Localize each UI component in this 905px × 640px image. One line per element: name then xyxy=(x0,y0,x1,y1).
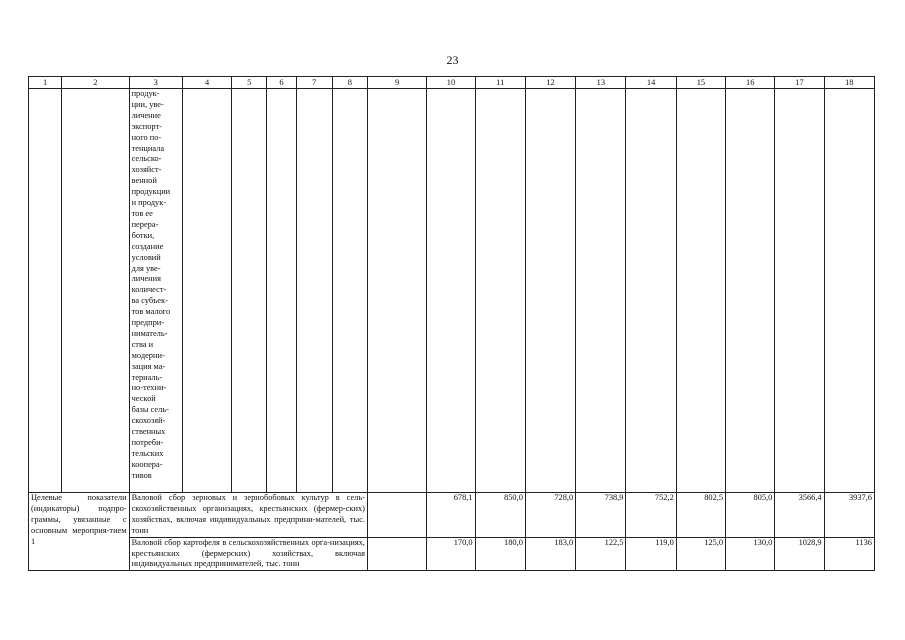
indicator-value: 850,0 xyxy=(475,493,525,538)
indicator-value: 728,0 xyxy=(525,493,575,538)
column-number: 6 xyxy=(267,77,296,89)
column-number: 4 xyxy=(182,77,231,89)
table-cell xyxy=(29,89,62,493)
column-number: 9 xyxy=(367,77,426,89)
indicator-value: 1136 xyxy=(824,537,874,571)
column-number-row xyxy=(29,77,875,89)
indicator-value: 738,9 xyxy=(576,493,626,538)
column-number: 10 xyxy=(427,77,475,89)
column-number: 14 xyxy=(626,77,676,89)
indicator-value: 119,0 xyxy=(626,537,676,571)
table-cell xyxy=(824,89,874,493)
indicator-value: 130,0 xyxy=(726,537,775,571)
indicator-value: 802,5 xyxy=(676,493,725,538)
table-cell xyxy=(232,89,267,493)
indicator-name: Валовой сбор картофеля в сельскохозяйственных орга-низациях, крестьянских (фермерских) хозяйствах, включая индивидуальных предпринимателей, тыс. тонн xyxy=(129,537,367,571)
column-number: 7 xyxy=(296,77,332,89)
table-cell xyxy=(367,89,426,493)
indicator-value: 678,1 xyxy=(427,493,475,538)
table-cell xyxy=(726,89,775,493)
column-number: 16 xyxy=(726,77,775,89)
table-cell xyxy=(367,493,426,538)
column-number: 8 xyxy=(332,77,367,89)
indicator-row xyxy=(29,493,875,538)
indicator-value: 3937,6 xyxy=(824,493,874,538)
column-number: 18 xyxy=(824,77,874,89)
indicator-value: 170,0 xyxy=(427,537,475,571)
table-cell xyxy=(182,89,231,493)
indicator-value: 125,0 xyxy=(676,537,725,571)
column-number: 3 xyxy=(129,77,182,89)
column-number: 12 xyxy=(525,77,575,89)
indicator-name: Валовой сбор зерновых и зернобобовых культур в сель-скохозяйственных организациях, крестьянских (фермер-ских) хозяйствах, включая индивидуальных предприни-мателей, тыс. тонн xyxy=(129,493,367,538)
column-number: 11 xyxy=(475,77,525,89)
table-cell xyxy=(427,89,475,493)
indicator-value: 180,0 xyxy=(475,537,525,571)
column-number: 5 xyxy=(232,77,267,89)
table-cell xyxy=(775,89,824,493)
table-cell xyxy=(576,89,626,493)
column-number: 1 xyxy=(29,77,62,89)
page-number: 23 xyxy=(446,53,459,67)
table-cell xyxy=(332,89,367,493)
table-cell xyxy=(367,537,426,571)
table-cell xyxy=(267,89,296,493)
table-cell xyxy=(475,89,525,493)
indicators-label: Целевые показатели (индикаторы) подпро-граммы, увязанные с основным мероприя-тием 1 xyxy=(29,493,130,571)
table-cell xyxy=(62,89,129,493)
column-number: 15 xyxy=(676,77,725,89)
table-cell xyxy=(626,89,676,493)
indicator-row xyxy=(29,537,875,571)
indicator-value: 3566,4 xyxy=(775,493,824,538)
continued-measure-row xyxy=(29,89,875,493)
indicator-value: 183,0 xyxy=(525,537,575,571)
column-number: 2 xyxy=(62,77,129,89)
table-cell xyxy=(676,89,725,493)
indicator-value: 805,0 xyxy=(726,493,775,538)
table-cell xyxy=(525,89,575,493)
program-table xyxy=(28,76,875,571)
column-number: 17 xyxy=(775,77,824,89)
indicator-value: 752,2 xyxy=(626,493,676,538)
column-number: 13 xyxy=(576,77,626,89)
indicator-value: 122,5 xyxy=(576,537,626,571)
table-cell xyxy=(296,89,332,493)
measure-description: продук- ции, уве- личение экспорт- ного по- тенциала сельско- хозяйст- венной продукции и продук- тов ее перера- ботки, создание условий для уве- личения количест- ва субъек- тов малого предпри- ниматель- ства и модерни- зация ма- териаль- но-техни- ческой базы сель- скохозяй- ственных потреби- тельских коопера- тивов xyxy=(129,89,182,493)
indicator-value: 1028,9 xyxy=(775,537,824,571)
